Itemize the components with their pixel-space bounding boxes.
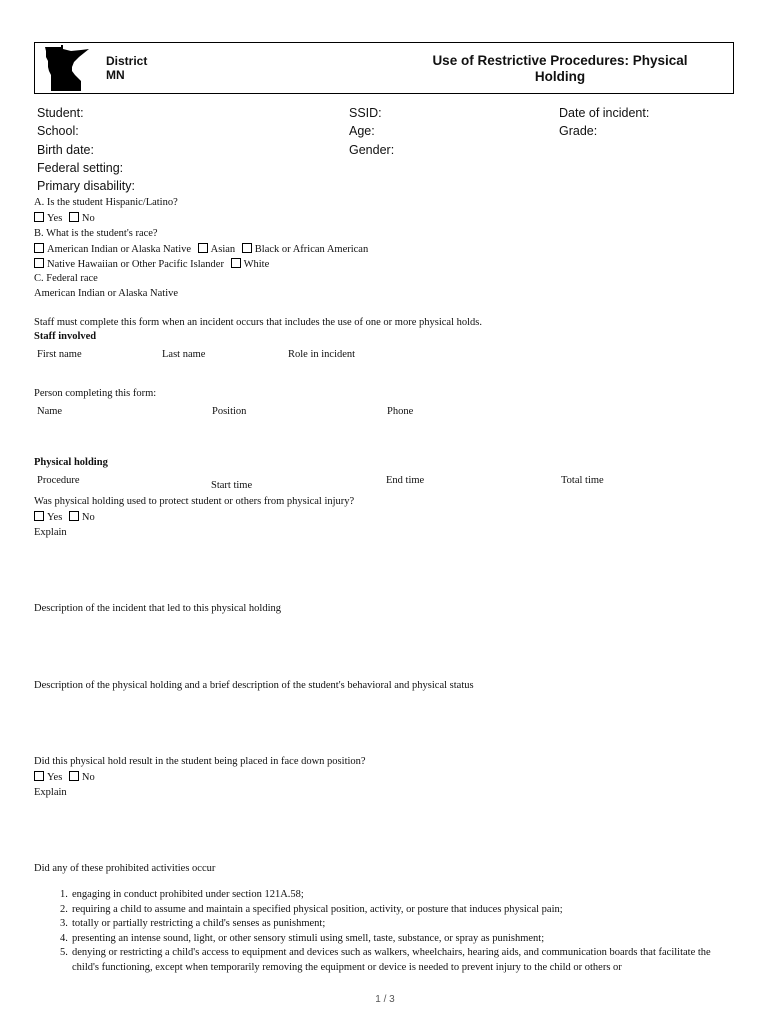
page-number: 1 / 3 [375, 994, 395, 1005]
minnesota-state-outline-icon [41, 45, 91, 93]
school-field-label: School: [37, 124, 79, 138]
race-option-label: Black or African American [254, 244, 369, 255]
form-title: Use of Restrictive Procedures: Physical Holding [432, 53, 688, 84]
face-down-yes-checkbox[interactable] [34, 771, 44, 781]
grade-field-label: Grade: [559, 124, 598, 138]
race-options-row2 [34, 258, 269, 270]
holding-description-label: Description of the physical holding and a brief description of the student's behavioral and physical status [34, 680, 474, 691]
physical-holding-heading: Physical holding [34, 457, 108, 468]
date-of-incident-label: Date of incident: [559, 106, 650, 120]
list-item [60, 903, 732, 918]
procedure-header: Procedure [37, 475, 80, 486]
race-option-label: White [243, 259, 270, 270]
end-time-header: End time [386, 475, 425, 486]
birth-date-label: Birth date: [37, 143, 94, 157]
protect-explain-label: Explain [34, 527, 67, 538]
staff-instructions: Staff must complete this form when an incident occurs that includes the use of one or more physical holds. [34, 317, 482, 328]
face-down-question: Did this physical hold result in the student being placed in face down position? [34, 756, 366, 767]
list-item-text: denying or restricting a child's access to equipment and devices such as walkers, wheelchairs, hearing aids, and communication boards that facilitate the child's functioning, except when temporarily removing the equipment or device is needed to prevent injury to the child or others or [72, 947, 711, 973]
state-label: MN [106, 68, 125, 82]
face-down-explain-label: Explain [34, 787, 67, 798]
race-question: B. What is the student's race? [34, 228, 158, 239]
race-white-checkbox[interactable] [231, 258, 241, 268]
list-item [60, 946, 732, 975]
face-down-options [34, 771, 95, 783]
race-native-hawaiian-checkbox[interactable] [34, 258, 44, 268]
hispanic-yes-checkbox[interactable] [34, 212, 44, 222]
race-asian-checkbox[interactable] [198, 243, 208, 253]
incident-description-label: Description of the incident that led to this physical holding [34, 603, 281, 614]
staff-last-name-header: Last name [162, 349, 206, 360]
federal-setting-label: Federal setting: [37, 161, 124, 175]
start-time-header: Start time [211, 480, 253, 491]
list-item-number: 3. [60, 918, 68, 929]
gender-field-label: Gender: [349, 143, 395, 157]
race-options-row1 [34, 243, 368, 255]
staff-first-name-header: First name [37, 349, 82, 360]
protect-no-checkbox[interactable] [69, 511, 79, 521]
federal-race-value: American Indian or Alaska Native [34, 288, 179, 299]
protect-yes-label: Yes [47, 512, 63, 523]
form-header [34, 42, 734, 94]
list-item-number: 2. [60, 903, 68, 915]
face-down-yes-label: Yes [47, 772, 63, 783]
protect-yes-checkbox[interactable] [34, 511, 44, 521]
age-field-label: Age: [349, 124, 375, 138]
student-field-label: Student: [37, 106, 84, 120]
ssid-field-label: SSID: [349, 106, 382, 120]
staff-involved-heading: Staff involved [34, 331, 97, 342]
list-item-number: 1. [60, 889, 68, 900]
completer-phone-header: Phone [387, 406, 414, 417]
hispanic-no-checkbox[interactable] [69, 212, 79, 222]
staff-role-header: Role in incident [288, 349, 356, 360]
district-block [106, 54, 147, 82]
district-label: District [106, 54, 148, 68]
race-black-checkbox[interactable] [242, 243, 252, 253]
prohibited-activities-list [60, 888, 732, 975]
completer-position-header: Position [212, 406, 247, 417]
race-option-label: Asian [210, 244, 236, 255]
hispanic-no-label: No [81, 213, 95, 224]
protect-options [34, 511, 95, 523]
completer-name-header: Name [37, 406, 63, 417]
hispanic-question: A. Is the student Hispanic/Latino? [34, 197, 178, 208]
face-down-no-label: No [81, 772, 95, 783]
list-item [60, 888, 732, 903]
primary-disability-label: Primary disability: [37, 179, 135, 193]
hispanic-options [34, 212, 95, 224]
protect-question: Was physical holding used to protect student or others from physical injury? [34, 496, 355, 507]
list-item-text: requiring a child to assume and maintain a specified physical position, activity, or posture that induces physical pain; [72, 903, 563, 915]
list-item [60, 932, 732, 947]
federal-race-label: C. Federal race [34, 273, 98, 284]
list-item-number: 4. [60, 932, 68, 944]
face-down-no-checkbox[interactable] [69, 771, 79, 781]
protect-no-label: No [81, 512, 95, 523]
list-item-number: 5. [60, 947, 68, 958]
list-item [60, 917, 732, 932]
race-option-label: Native Hawaiian or Other Pacific Islander [47, 259, 224, 270]
hispanic-yes-label: Yes [47, 213, 63, 224]
race-option-label: American Indian or Alaska Native [47, 244, 192, 255]
list-item-text: presenting an intense sound, light, or other sensory stimuli using smell, taste, substance, or spray as punishment; [72, 932, 545, 944]
race-american-indian-checkbox[interactable] [34, 243, 44, 253]
prohibited-question: Did any of these prohibited activities occur [34, 863, 216, 874]
total-time-header: Total time [561, 475, 604, 486]
list-item-text: engaging in conduct prohibited under section 121A.58; [72, 889, 304, 900]
list-item-text: totally or partially restricting a child's senses as punishment; [72, 918, 326, 929]
completer-label: Person completing this form: [34, 388, 157, 399]
